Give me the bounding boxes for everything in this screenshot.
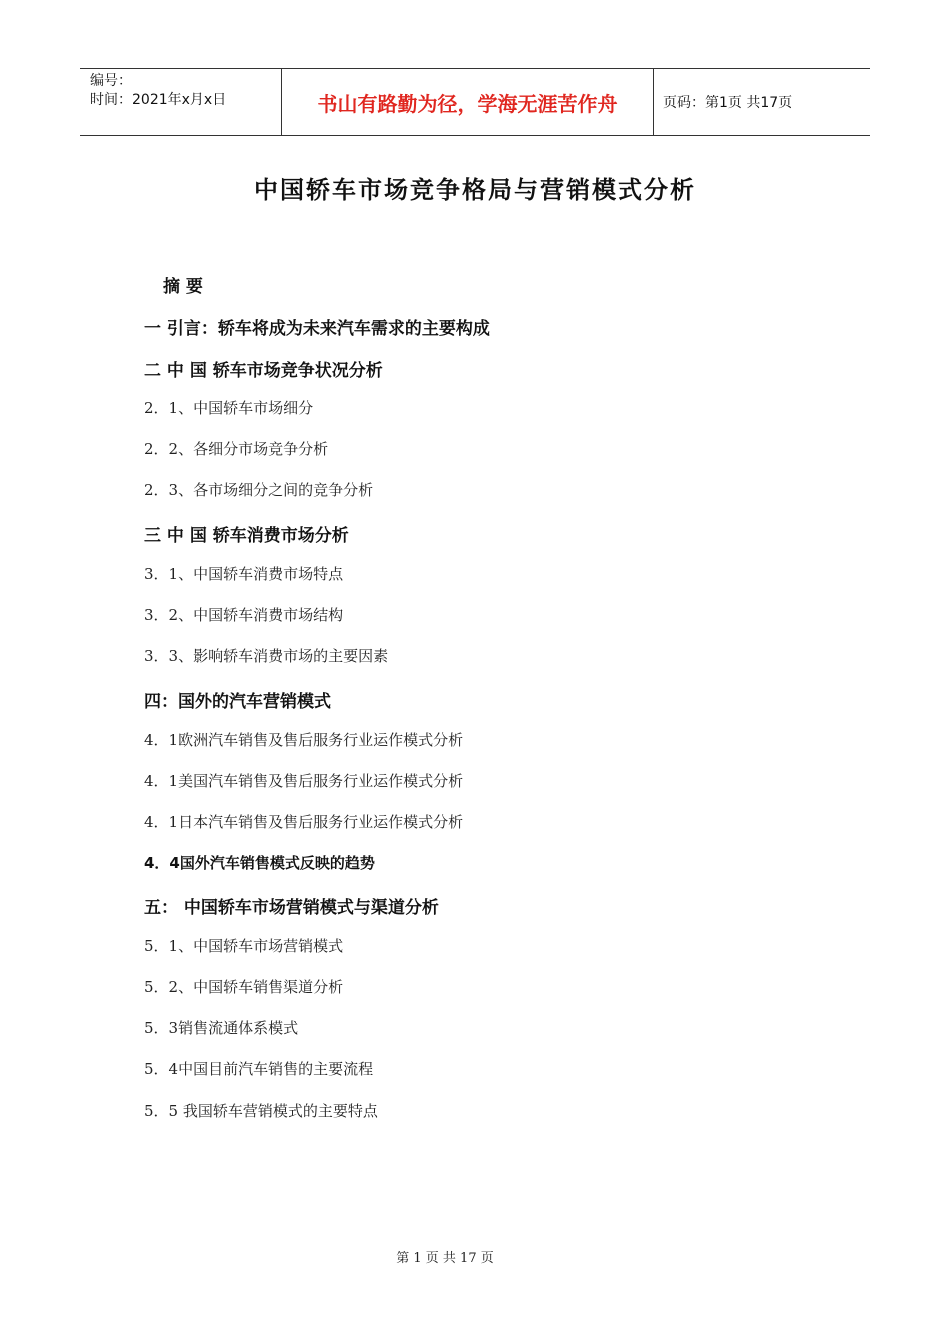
footer-page-number: 第 1 页 共 17 页 (396, 1251, 494, 1266)
toc-item-2-3: 2．3、各市场细分之间的竞争分析 (144, 481, 374, 499)
toc-item-3-1: 3．1、中国轿车消费市场特点 (144, 565, 344, 583)
toc-item-2-2: 2．2、各细分市场竞争分析 (144, 440, 329, 458)
toc-item-4-4: 4．4国外汽车销售模式反映的趋势 (144, 854, 375, 872)
toc-item-5-5: 5．5 我国轿车营销模式的主要特点 (144, 1102, 378, 1120)
toc-item-5-3: 5．3销售流通体系模式 (144, 1019, 299, 1037)
document-header (80, 68, 870, 136)
page-info: 页码：第1页 共17页 (663, 95, 793, 111)
toc-item-4-1-japan: 4．1日本汽车销售及售后服务行业运作模式分析 (144, 813, 464, 831)
header-meta-cell (80, 69, 282, 135)
toc-item-3-2: 3．2、中国轿车消费市场结构 (144, 606, 344, 624)
time-label: 时间：2021年x月x日 (90, 92, 227, 108)
toc-abstract: 摘 要 (163, 277, 203, 297)
toc-section-1: 一 引言：轿车将成为未来汽车需求的主要构成 (144, 319, 490, 339)
toc-item-5-1: 5．1、中国轿车市场营销模式 (144, 937, 344, 955)
toc-item-2-1: 2．1、中国轿车市场细分 (144, 399, 314, 417)
header-motto-cell (282, 69, 654, 135)
toc-item-4-1-usa: 4．1美国汽车销售及售后服务行业运作模式分析 (144, 772, 464, 790)
toc-item-5-2: 5．2、中国轿车销售渠道分析 (144, 978, 344, 996)
toc-section-3: 三 中 国 轿车消费市场分析 (144, 526, 349, 546)
toc-item-5-4: 5．4中国目前汽车销售的主要流程 (144, 1060, 374, 1078)
toc-item-4-1-europe: 4．1欧洲汽车销售及售后服务行业运作模式分析 (144, 731, 464, 749)
toc-item-3-3: 3．3、影响轿车消费市场的主要因素 (144, 647, 389, 665)
page-footer (0, 1247, 950, 1266)
header-page-cell (654, 69, 870, 135)
document-title: 中国轿车市场竞争格局与营销模式分析 (254, 176, 696, 204)
motto-text: 书山有路勤为径，学海无涯苦作舟 (317, 91, 618, 116)
number-label: 编号： (90, 73, 132, 89)
toc-section-4: 四：国外的汽车营销模式 (144, 692, 331, 712)
toc-section-5: 五： 中国轿车市场营销模式与渠道分析 (144, 898, 439, 918)
toc-section-2: 二 中 国 轿车市场竞争状况分析 (144, 361, 383, 381)
